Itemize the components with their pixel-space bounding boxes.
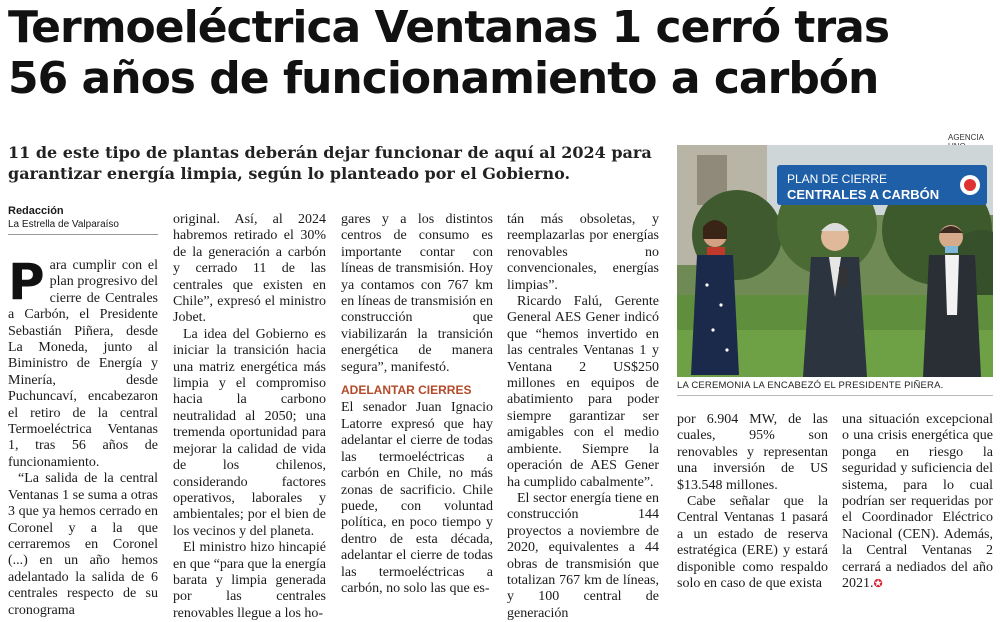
article-column-5 [677,412,828,592]
paragraph: gares y a los distintos centros de consumo es importante contar con líneas de transmisión. Hoy ya contamos con 767 km en líneas de transmisión en construcción que viabilizarán la transición energética de manera segura”, manifestó. [341,212,493,375]
headline-line-2: 56 años de funcionamiento a carbón [8,53,879,104]
article-column-2 [173,212,326,622]
paragraph: El senador Juan Ignacio Latorre expresó que hay adelantar el cierre de todas las termoeléctricas a carbón en Chile, no más zonas de sacrificio. Chile puede, con voluntad política, en poco tiempo y dentro de esta década, adelantar el cierre de todas las termoeléctricas a carbón, no solo las que es- [341,400,493,596]
photo-caption: LA CEREMONIA LA ENCABEZÓ EL PRESIDENTE PIÑERA. [677,380,944,391]
article-column-3 [341,212,493,597]
article-column-4 [507,212,659,622]
paragraph: Cabe señalar que la Central Ventanas 1 pasará a un estado de reserva estratégica (ERE) y estará disponible como respaldo solo en caso de que exista [677,494,828,592]
paragraph: El sector energía tiene en construcción 144 proyectos a noviembre de 2020, equivalentes a 44 obras de transmisión que totalizan 767 km de líneas, y 100 central de generación [507,490,659,621]
ceremony-photo-illustration [677,145,993,377]
paragraph: “La salida de la central Ventanas 1 se suma a otras 3 que ya hemos cerrado en Coronel y a la que cerraremos en Coronel (...) en un año hemos adelantado la salida de 6 centrales respecto de su cronograma [8,471,158,618]
paragraph: Para cumplir con el plan progresivo del cierre de Centrales a Carbón, el Presidente Sebastián Piñera, desde La Moneda, junto al Biministro de Energía y Minería, desde Puchuncaví, encabezaron el retiro de la central Termoeléctrica Ventanas 1, tras 56 años de funcionamiento. [8,253,158,470]
paragraph: Ricardo Falú, Gerente General AES Gener indicó que “hemos invertido en las centrales Ventanas 1 y Ventana 2 US$250 millones en equipos de abatimiento para poder siempre garantizar ser amigables con el medio ambiente. Siempre la operación de AES Gener ha cumplido cabalmente”. [507,294,659,490]
section-subtitle: ADELANTAR CIERRES [341,383,472,398]
article-column-6 [842,412,993,592]
sign-text-line-1: PLAN DE CIERRE [787,172,888,186]
caption-divider [677,395,993,396]
byline [8,204,158,235]
paragraph: El ministro hizo hincapié en que “para que la energía barata y limpia generada por las centrales renovables llegue a los ho- [173,540,326,621]
drop-cap: P [8,253,45,311]
byline-author: Redacción [8,205,64,217]
sign-text-line-2: CENTRALES A CARBÓN [787,187,940,202]
paragraph: original. Así, al 2024 habremos retirado el 30% de la generación a carbón y cerrado 11 de las centrales que existen en Chile”, expresó el ministro Jobet. [173,212,326,326]
article-column-1 [8,253,158,619]
headline [8,2,993,104]
subheadline: 11 de este tipo de plantas deberán dejar funcionar de aquí al 2024 para garantizar energía limpia, según lo planteado por el Gobierno. [8,143,652,183]
paragraph: por 6.904 MW, de las cuales, 95% son renovables y representan una inversión de US $13.548 millones. [677,412,828,493]
byline-outlet: La Estrella de Valparaíso [8,219,119,230]
headline-line-1: Termoeléctrica Ventanas 1 cerró tras [8,2,890,53]
paragraph: La idea del Gobierno es iniciar la transición hacia una matriz energética más limpia y el compromiso hacia la carbono neutralidad al 2050; una tremenda oportunidad para mejorar la calidad de vida de los chilenos, considerando factores operativos, laborales y ambientales; por el bien de los vecinos y del planeta. [173,326,326,539]
paragraph: una situación excepcional o una crisis energética que ponga en riesgo la seguridad y suficiencia del sistema, para lo cual podrían ser requeridas por el Coordinador Eléctrico Nacional (CEN). Además, la Central Ventanas 2 cerrará a nediados del año 2021.✪ [842,412,993,592]
news-photo [677,145,993,377]
paragraph: tán más obsoletas, y reemplazarlas por energías renovables no convencionales, energías limpias”. [507,212,659,293]
end-mark-icon: ✪ [873,578,883,591]
photo-credit: AGENCIA [948,133,984,142]
